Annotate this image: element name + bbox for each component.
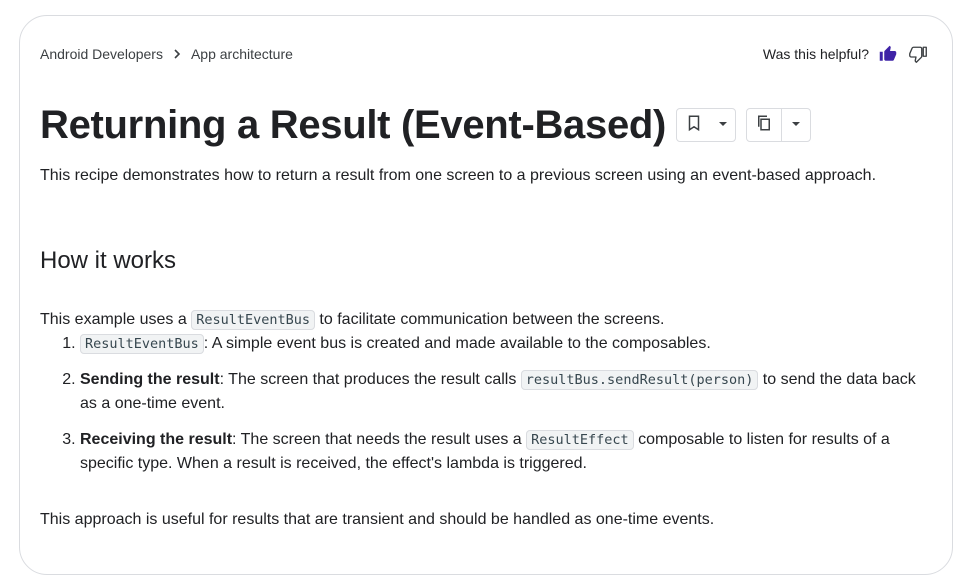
copy-dropdown-button[interactable] <box>781 109 810 141</box>
feedback-widget <box>763 43 929 65</box>
breadcrumb-link-app-architecture[interactable]: App architecture <box>190 46 293 62</box>
step-text: composable to listen for results of a specific type. When a result is received, the effect's lambda is triggered. <box>80 431 890 472</box>
breadcrumb-link-android-developers[interactable]: Android Developers <box>40 46 163 62</box>
step-text: : A simple event bus is created and made available to the composables. <box>203 335 711 352</box>
copy-button-group <box>746 108 811 142</box>
breadcrumb <box>40 46 293 62</box>
step-text: to send the data back as a one-time event. <box>80 371 916 412</box>
feedback-question: Was this helpful? <box>762 46 869 62</box>
caret-down-icon <box>718 116 728 134</box>
copy-button[interactable] <box>747 109 781 141</box>
inline-code: resultBus.sendResult(person) <box>521 370 759 390</box>
step-bold-label: Receiving the result <box>80 431 233 448</box>
title-row <box>40 100 811 150</box>
section-paragraph-2: This approach is useful for results that are transient and should be handled as one-time events. <box>40 511 715 528</box>
inline-code: ResultEventBus <box>80 334 204 354</box>
page-title: Returning a Result (Event-Based) <box>40 103 667 147</box>
thumb-up-icon[interactable] <box>877 43 899 65</box>
bookmark-button-group <box>676 108 736 142</box>
thumb-down-icon[interactable] <box>907 43 929 65</box>
inline-code: ResultEffect <box>526 430 634 450</box>
top-bar <box>40 44 929 64</box>
copy-icon <box>755 114 773 137</box>
bookmark-icon <box>685 114 703 137</box>
section-paragraph-1 <box>40 308 665 332</box>
caret-down-icon <box>791 116 801 134</box>
list-item <box>80 428 930 476</box>
step-bold-label: Sending the result <box>80 371 220 388</box>
step-text: : The screen that needs the result uses a <box>232 431 527 448</box>
para1-text-before: This example uses a <box>40 311 192 328</box>
content-card <box>19 15 953 575</box>
step-text: : The screen that produces the result calls <box>219 371 521 388</box>
steps-list <box>40 332 930 488</box>
list-item <box>80 332 930 356</box>
section-heading: How it works <box>40 247 177 274</box>
list-item <box>80 368 930 416</box>
para1-text-after: to facilitate communication between the screens. <box>314 311 665 328</box>
bookmark-button[interactable] <box>677 109 711 141</box>
bookmark-dropdown-button[interactable] <box>711 109 735 141</box>
intro-paragraph: This recipe demonstrates how to return a result from one screen to a previous screen using an event-based approach. <box>40 167 877 184</box>
chevron-right-icon <box>169 46 185 62</box>
inline-code: ResultEventBus <box>191 310 315 330</box>
